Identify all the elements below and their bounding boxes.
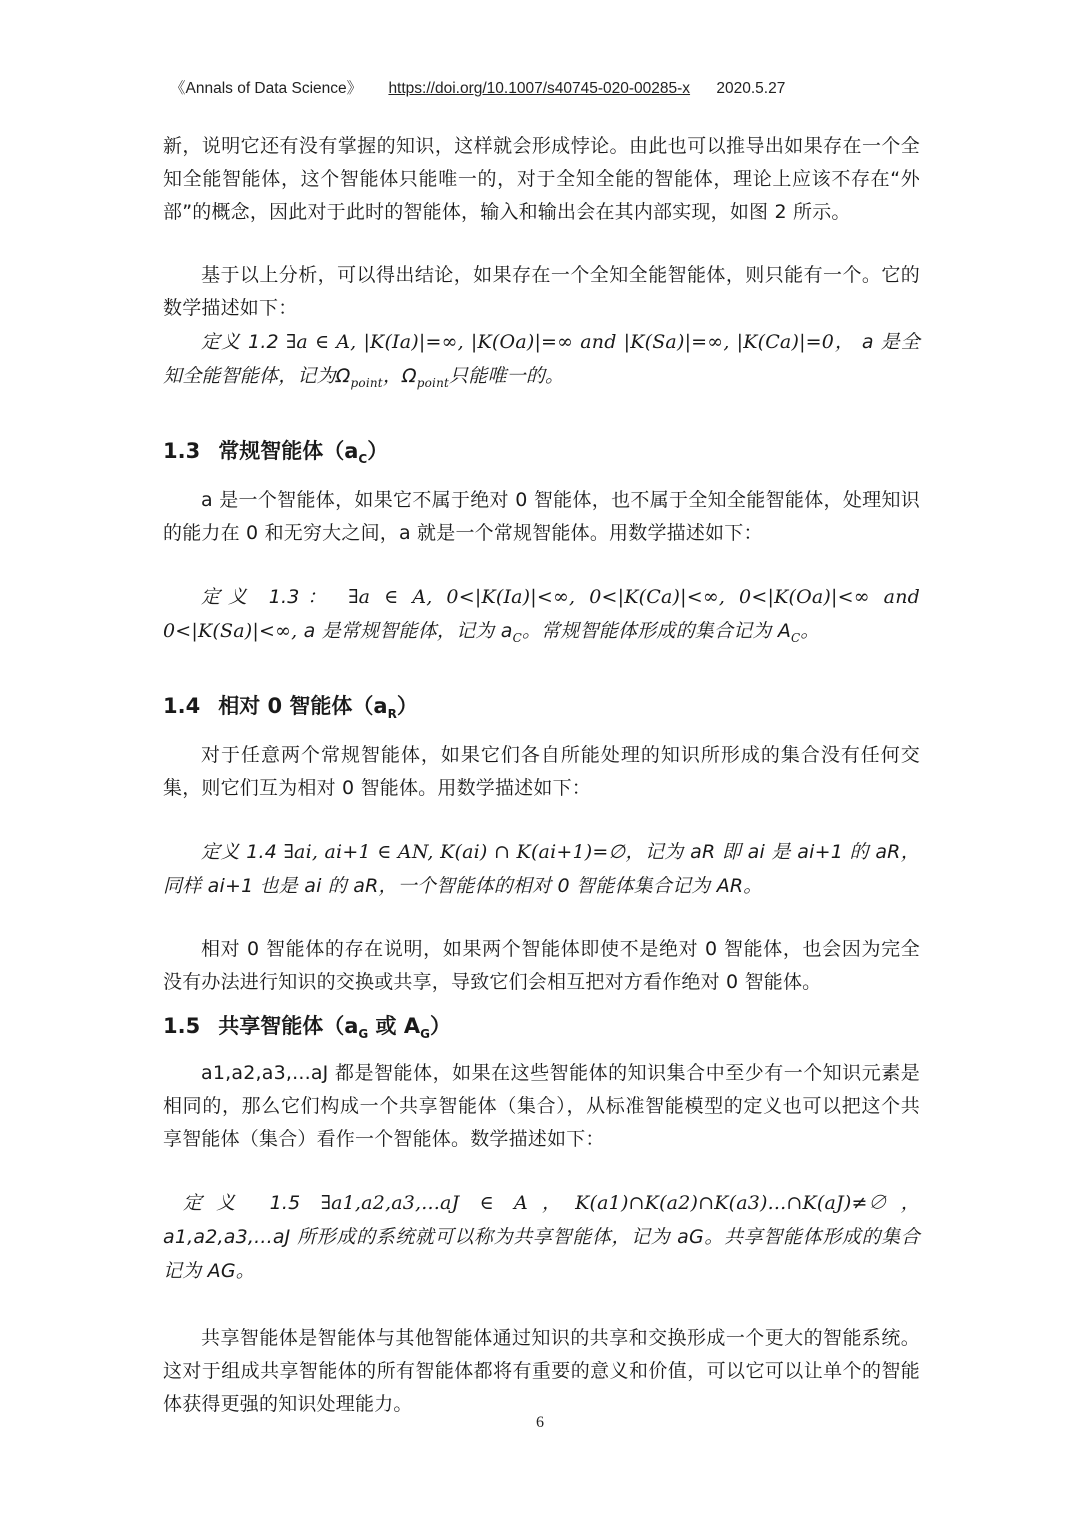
- section-1-5-paragraph: a1,a2,a3,...aJ 都是智能体，如果在这些智能体的知识集合中至少有一个知识元素是相同的，那么它们构成一个共享智能体（集合），从标准智能模型的定义也可以把这个共享智能体（集合）看作一个智能体。数学描述如下：: [163, 1062, 920, 1151]
- section-title: 常规智能体（a: [218, 438, 359, 463]
- definition-label: 定义 1.5: [183, 1192, 301, 1215]
- section-heading-1-5: [163, 1009, 920, 1051]
- section-heading-1-3: [163, 434, 920, 476]
- publication-date: 2020.5.27: [716, 80, 786, 97]
- definition-formula: ∃ai, ai+1 ∈ AN, K(ai) ∩ K(ai+1)=∅: [283, 840, 626, 863]
- definition-text: 只能唯一的。: [449, 365, 565, 387]
- definition-formula: ∃a ∈ A, |K(Ia)|=∞, |K(Oa)|=∞ and |K(Sa)|=∞, |K(Ca)|=0，: [285, 331, 855, 353]
- definition-label: 定义 1.2: [201, 331, 279, 353]
- relative-zero-paragraph: 相对 0 智能体的存在说明，如果两个智能体即使不是绝对 0 智能体，也会因为完全没有办法进行知识的交换或共享，导致它们会相互把对方看作绝对 0 智能体。: [163, 937, 920, 993]
- section-title-mid: 或 A: [368, 1013, 421, 1038]
- main-content: [163, 130, 920, 1421]
- section-number: 1.4: [163, 693, 201, 718]
- definition-formula: ∃a ∈ A, 0<|K(Ia)|<∞, 0<|K(Ca)|<∞, 0<|K(Oa)|<∞ and 0<|K(Sa)|<∞,: [163, 585, 921, 642]
- subscript: G: [358, 1027, 369, 1042]
- section-title-end: ）: [367, 438, 389, 463]
- section-1-3-paragraph: a 是一个智能体，如果它不属于绝对 0 智能体，也不属于全知全能智能体，处理知识的能力在 0 和无穷大之间，a 就是一个常规智能体。用数学描述如下：: [163, 488, 920, 544]
- subscript: C: [512, 630, 522, 645]
- section-title-end: ）: [429, 1013, 451, 1038]
- subscript: C: [358, 451, 368, 466]
- running-header: [170, 76, 930, 98]
- section-title: 相对 0 智能体（a: [218, 693, 388, 718]
- definition-text: a 是全知全能智能体，记为Ω: [163, 331, 920, 387]
- journal-name: 《Annals of Data Science》: [170, 80, 363, 97]
- subscript: C: [791, 630, 801, 645]
- definition-text: a 是常规智能体，记为 a: [303, 619, 513, 642]
- definition-text: a1,a2,a3,...aJ 所形成的系统就可以称为共享智能体，记为 aG。共享智能体形成的集合记为 AG。: [163, 1226, 920, 1283]
- definition-text: 。常规智能体形成的集合记为 A: [521, 619, 792, 642]
- section-title: 共享智能体（a: [218, 1013, 359, 1038]
- section-number: 1.5: [163, 1013, 201, 1038]
- intro-paragraph: 新，说明它还有没有掌握的知识，这样就会形成悖论。由此也可以推导出如果存在一个全知全能智能体，这个智能体只能唯一的，对于全知全能的智能体，理论上应该不存在“外部”的概念，因此对于此时的智能体，输入和输出会在其内部实现，如图 2 所示。: [163, 135, 920, 223]
- subscript: point: [350, 375, 383, 390]
- definition-formula: ∃a1,a2,a3,...aJ ∈ A，K(a1)∩K(a2)∩K(a3)...∩K(aJ)≠∅，: [320, 1192, 920, 1215]
- definition-1-3: [163, 580, 920, 655]
- subscript: point: [416, 375, 450, 390]
- definition-1-2: [163, 325, 920, 400]
- definition-label: 定义 1.3：: [201, 585, 335, 608]
- final-paragraph: 共享智能体是智能体与其他智能体通过知识的共享和交换形成一个更大的智能系统。这对于组成共享智能体的所有智能体都将有重要的意义和价值，可以它可以让单个的智能体获得更强的知识处理能力。: [163, 1327, 920, 1416]
- page-number: 6: [536, 1414, 544, 1431]
- definition-1-4: [163, 835, 920, 903]
- section-title-end: ）: [396, 693, 418, 718]
- conclusion-paragraph: 基于以上分析，可以得出结论，如果存在一个全知全能智能体，则只能有一个。它的数学描述如下：: [163, 264, 920, 319]
- subscript: G: [420, 1027, 430, 1042]
- definition-text: ，Ω: [382, 365, 417, 387]
- definition-label: 定义 1.4: [201, 840, 278, 863]
- definition-text: 。: [800, 619, 820, 642]
- definition-1-5: [163, 1186, 920, 1288]
- definition-text: ，记为 aR 即 ai 是 ai+1 的 aR，同样 ai+1 也是 ai 的 aR，一个智能体的相对 0 智能体集合记为 AR。: [163, 840, 920, 897]
- subscript: R: [387, 706, 397, 721]
- doi-link[interactable]: https://doi.org/10.1007/s40745-020-00285-x: [388, 80, 691, 97]
- section-number: 1.3: [163, 438, 201, 463]
- section-1-4-paragraph: 对于任意两个常规智能体，如果它们各自所能处理的知识所形成的集合没有任何交集，则它们互为相对 0 智能体。用数学描述如下：: [163, 743, 920, 799]
- section-heading-1-4: [163, 689, 920, 731]
